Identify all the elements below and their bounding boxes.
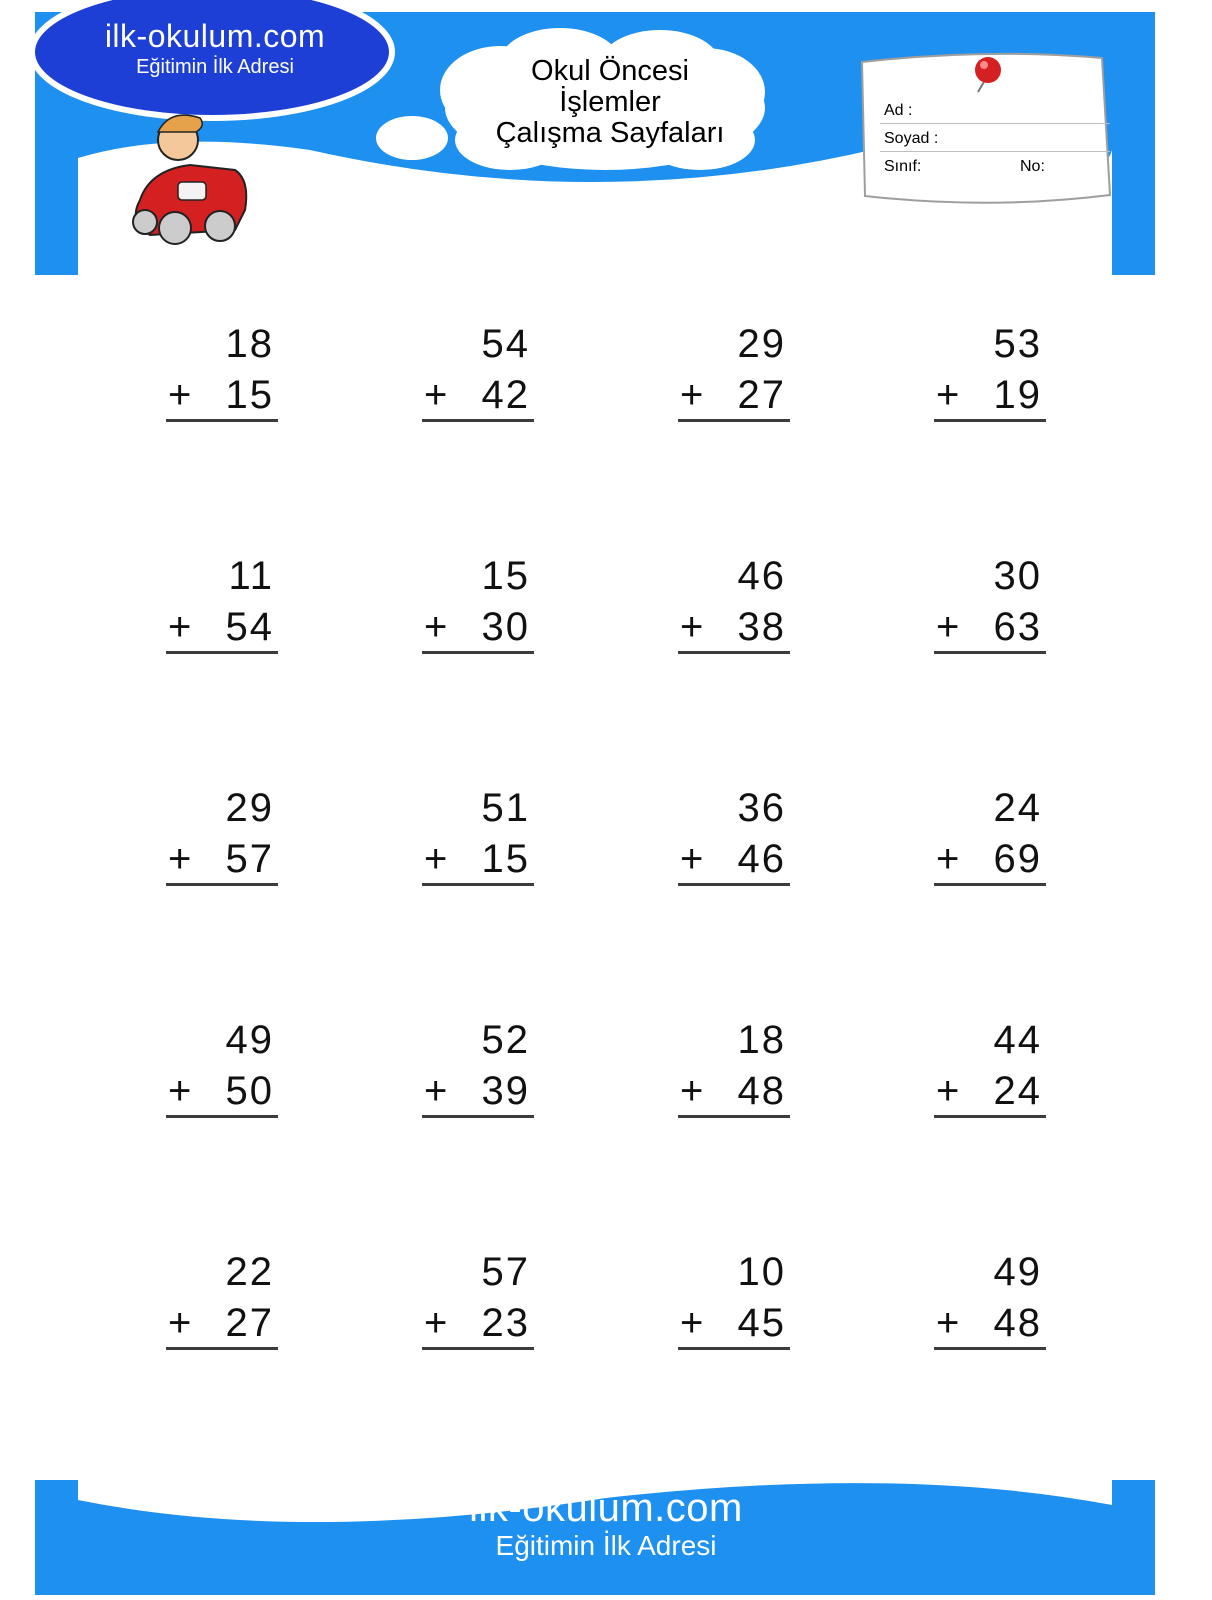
bottom-addend: 48 (737, 1069, 786, 1113)
plus-operator: + (680, 605, 704, 649)
title-line-2: İşlemler (559, 86, 661, 118)
addition-problem (166, 322, 278, 422)
top-addend: 29 (225, 786, 274, 830)
plus-operator: + (680, 373, 704, 417)
title-line-3: Çalışma Sayfaları (495, 117, 725, 149)
addition-problem (934, 1250, 1046, 1350)
site-name-footer: ilk-okulum.com (469, 1486, 743, 1530)
addition-problem (422, 1250, 534, 1350)
top-addend: 49 (993, 1250, 1042, 1294)
bottom-addend: 63 (993, 605, 1042, 649)
addition-problem (422, 1018, 534, 1118)
answer-line[interactable] (678, 1115, 790, 1118)
plus-operator: + (936, 1301, 960, 1345)
plus-operator: + (168, 373, 192, 417)
site-name-header: ilk-okulum.com (104, 18, 326, 54)
class-label: Sınıf: (884, 158, 922, 175)
plus-operator: + (424, 373, 448, 417)
bottom-addend: 23 (481, 1301, 530, 1345)
answer-line[interactable] (934, 1115, 1046, 1118)
top-addend: 30 (993, 554, 1042, 598)
plus-operator: + (168, 1069, 192, 1113)
bottom-addend: 45 (737, 1301, 786, 1345)
top-addend: 24 (993, 786, 1042, 830)
bottom-addend: 69 (993, 837, 1042, 881)
plus-operator: + (936, 1069, 960, 1113)
answer-line[interactable] (422, 1115, 534, 1118)
addition-problem (422, 554, 534, 654)
bottom-addend: 30 (481, 605, 530, 649)
top-addend: 44 (993, 1018, 1042, 1062)
answer-line[interactable] (166, 1347, 278, 1350)
answer-line[interactable] (678, 651, 790, 654)
top-addend: 51 (481, 786, 530, 830)
surname-field-row[interactable] (880, 124, 1110, 152)
top-addend: 22 (225, 1250, 274, 1294)
bottom-addend: 42 (481, 373, 530, 417)
addition-problem (422, 322, 534, 422)
plus-operator: + (936, 605, 960, 649)
addition-problem (678, 1018, 790, 1118)
bottom-addend: 19 (993, 373, 1042, 417)
answer-line[interactable] (678, 883, 790, 886)
plus-operator: + (936, 373, 960, 417)
top-addend: 54 (481, 322, 530, 366)
answer-line[interactable] (678, 419, 790, 422)
answer-line[interactable] (934, 883, 1046, 886)
bottom-addend: 54 (225, 605, 274, 649)
top-addend: 18 (737, 1018, 786, 1062)
answer-line[interactable] (166, 883, 278, 886)
addition-problem (678, 322, 790, 422)
top-addend: 29 (737, 322, 786, 366)
surname-label: Soyad : (884, 130, 939, 147)
addition-problem (678, 554, 790, 654)
site-tagline-header: Eğitimin İlk Adresi (136, 56, 294, 78)
bottom-addend: 48 (993, 1301, 1042, 1345)
name-field-row[interactable] (880, 96, 1110, 124)
addition-problem (934, 554, 1046, 654)
site-tagline-footer: Eğitimin İlk Adresi (495, 1530, 717, 1561)
plus-operator: + (424, 1069, 448, 1113)
top-addend: 10 (737, 1250, 786, 1294)
class-number-row[interactable] (880, 152, 1110, 179)
plus-operator: + (168, 605, 192, 649)
title-line-1: Okul Öncesi (531, 55, 689, 87)
bottom-addend: 27 (225, 1301, 274, 1345)
addition-problem (934, 322, 1046, 422)
addition-problem (166, 786, 278, 886)
bottom-addend: 15 (481, 837, 530, 881)
addition-problem (422, 786, 534, 886)
addition-problem (934, 786, 1046, 886)
answer-line[interactable] (166, 1115, 278, 1118)
addition-problem (166, 554, 278, 654)
top-addend: 15 (481, 554, 530, 598)
plus-operator: + (168, 837, 192, 881)
bottom-addend: 15 (225, 373, 274, 417)
plus-operator: + (680, 837, 704, 881)
top-addend: 46 (737, 554, 786, 598)
bottom-addend: 24 (993, 1069, 1042, 1113)
answer-line[interactable] (934, 1347, 1046, 1350)
top-addend: 18 (225, 322, 274, 366)
bottom-addend: 50 (225, 1069, 274, 1113)
top-addend: 52 (481, 1018, 530, 1062)
top-addend: 11 (228, 554, 274, 598)
answer-line[interactable] (422, 1347, 534, 1350)
answer-line[interactable] (166, 651, 278, 654)
plus-operator: + (424, 837, 448, 881)
bottom-addend: 57 (225, 837, 274, 881)
addition-problem (166, 1250, 278, 1350)
top-addend: 53 (993, 322, 1042, 366)
plus-operator: + (936, 837, 960, 881)
bottom-addend: 38 (737, 605, 786, 649)
plus-operator: + (424, 1301, 448, 1345)
addition-problem (678, 786, 790, 886)
top-addend: 36 (737, 786, 786, 830)
answer-line[interactable] (678, 1347, 790, 1350)
addition-problem (166, 1018, 278, 1118)
page-title (455, 56, 765, 149)
number-label: No: (1020, 158, 1045, 175)
answer-line[interactable] (422, 883, 534, 886)
bottom-addend: 39 (481, 1069, 530, 1113)
answer-line[interactable] (422, 651, 534, 654)
top-addend: 57 (481, 1250, 530, 1294)
answer-line[interactable] (934, 419, 1046, 422)
plus-operator: + (680, 1301, 704, 1345)
addition-problem (678, 1250, 790, 1350)
answer-line[interactable] (166, 419, 278, 422)
plus-operator: + (680, 1069, 704, 1113)
name-label: Ad : (884, 102, 913, 119)
addition-problem (934, 1018, 1046, 1118)
plus-operator: + (424, 605, 448, 649)
top-addend: 49 (225, 1018, 274, 1062)
plus-operator: + (168, 1301, 192, 1345)
bottom-addend: 27 (737, 373, 786, 417)
student-info-card (880, 96, 1110, 179)
bottom-addend: 46 (737, 837, 786, 881)
answer-line[interactable] (934, 651, 1046, 654)
answer-line[interactable] (422, 419, 534, 422)
